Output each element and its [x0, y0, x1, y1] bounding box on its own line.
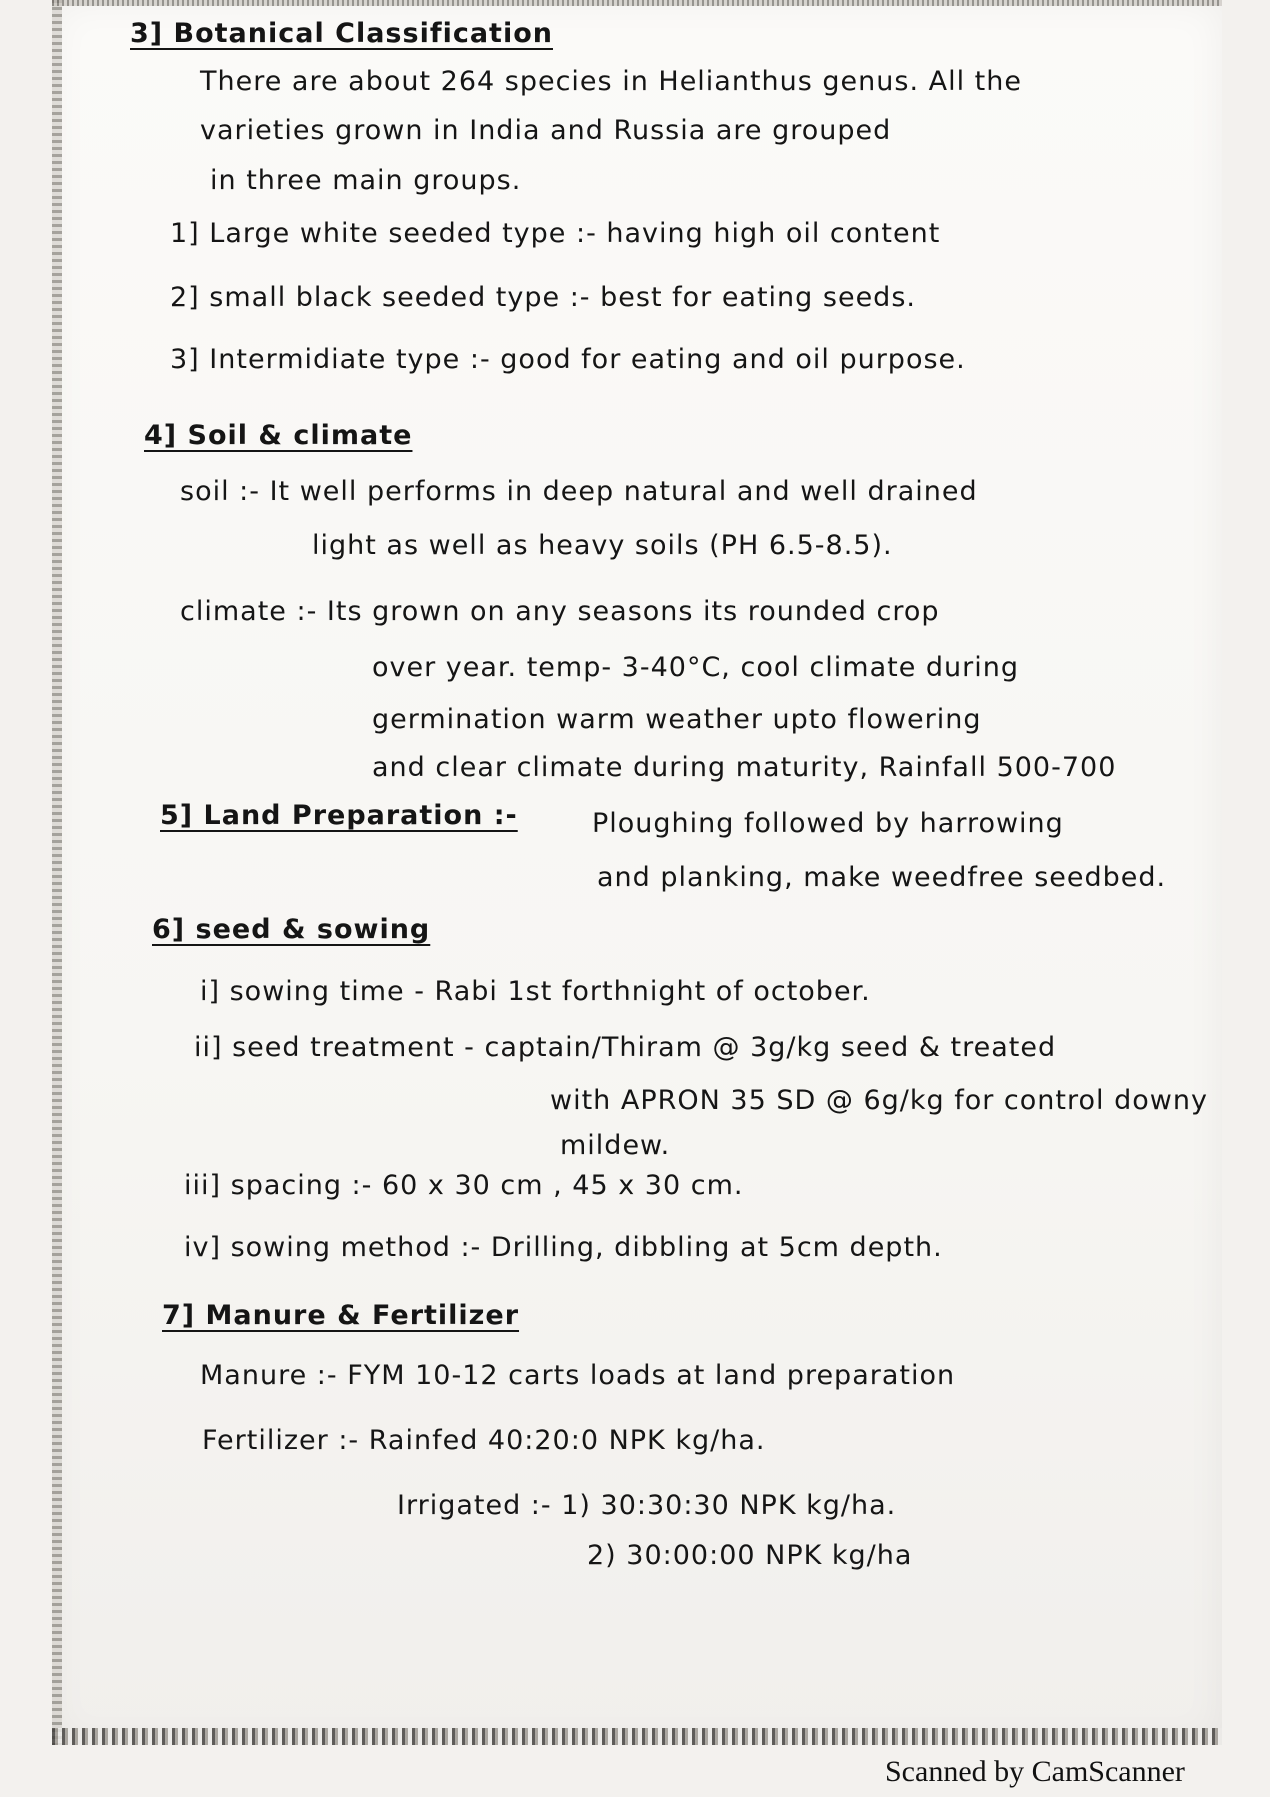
section-6-heading: 6] seed & sowing — [152, 914, 431, 945]
soil-line-2: light as well as heavy soils (PH 6.5-8.5). — [312, 530, 893, 561]
s3-line-2: varieties grown in India and Russia are grouped — [200, 115, 892, 146]
scanner-watermark: Scanned by CamScanner — [885, 1755, 1185, 1788]
s3-item-1: 1] Large white seeded type :- having high oil content — [170, 218, 941, 249]
sowing-time: i] sowing time - Rabi 1st forthnight of october. — [200, 976, 871, 1007]
manure-line: Manure :- FYM 10-12 carts loads at land preparation — [200, 1360, 956, 1391]
land-prep-line-1: Ploughing followed by harrowing — [592, 808, 1064, 839]
soil-line-1: soil :- It well performs in deep natural and well drained — [180, 476, 978, 507]
section-5-heading: 5] Land Preparation :- — [160, 800, 518, 831]
page-top-edge — [52, 0, 1222, 6]
climate-line-1: climate :- Its grown on any seasons its rounded crop — [180, 596, 940, 627]
s3-item-3: 3] Intermidiate type :- good for eating and oil purpose. — [170, 344, 966, 375]
page-bottom-edge — [52, 1728, 1222, 1745]
spacing: iii] spacing :- 60 x 30 cm , 45 x 30 cm. — [184, 1170, 744, 1201]
notebook-page — [52, 0, 1222, 1745]
s3-line-1: There are about 264 species in Helianthus genus. All the — [200, 66, 1022, 97]
seed-treatment-1: ii] seed treatment - captain/Thiram @ 3g/kg seed & treated — [194, 1032, 1057, 1063]
section-7-heading: 7] Manure & Fertilizer — [162, 1300, 520, 1331]
seed-treatment-2: with APRON 35 SD @ 6g/kg for control downy — [550, 1085, 1208, 1116]
irrigated-line-2: 2) 30:00:00 NPK kg/ha — [587, 1540, 913, 1571]
irrigated-line-1: Irrigated :- 1) 30:30:30 NPK kg/ha. — [397, 1490, 897, 1521]
s3-item-2: 2] small black seeded type :- best for eating seeds. — [170, 282, 916, 313]
s3-line-3: in three main groups. — [210, 165, 522, 196]
section-4-heading: 4] Soil & climate — [144, 420, 413, 451]
sowing-method: iv] sowing method :- Drilling, dibbling at 5cm depth. — [184, 1232, 943, 1263]
seed-treatment-3: mildew. — [560, 1130, 671, 1161]
section-3-heading: 3] Botanical Classification — [130, 18, 553, 49]
page-binding-edge — [52, 0, 62, 1745]
fertilizer-line: Fertilizer :- Rainfed 40:20:0 NPK kg/ha. — [202, 1425, 766, 1456]
land-prep-line-2: and planking, make weedfree seedbed. — [597, 862, 1167, 893]
climate-line-4: and clear climate during maturity, Rainfall 500-700 — [372, 752, 1117, 783]
climate-line-2: over year. temp- 3-40°C, cool climate during — [372, 652, 1020, 683]
climate-line-3: germination warm weather upto flowering — [372, 704, 982, 735]
